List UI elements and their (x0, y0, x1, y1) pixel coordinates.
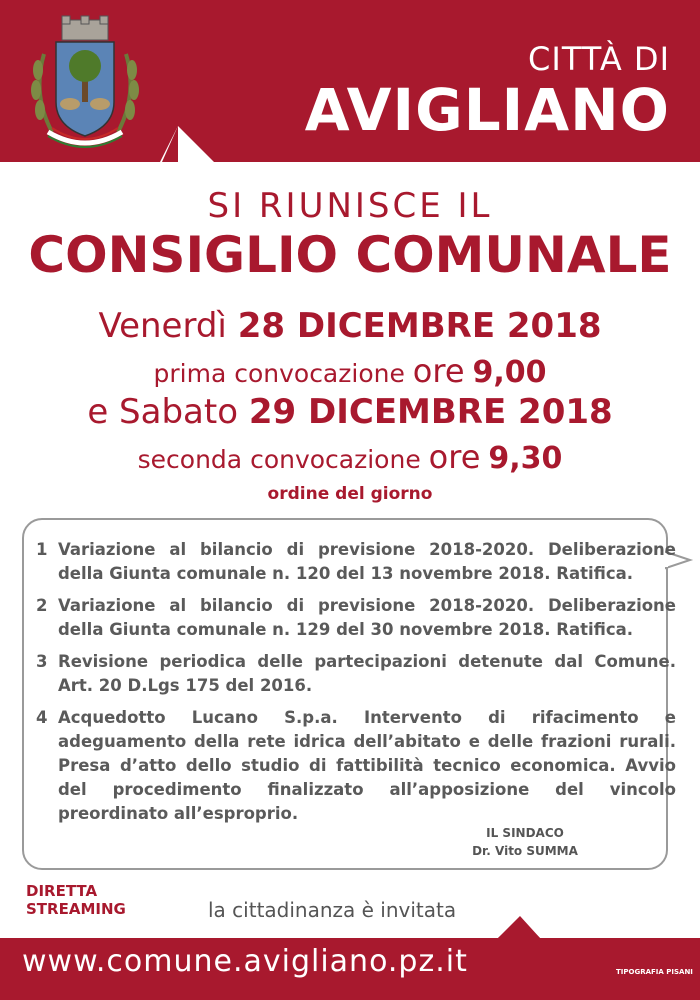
first-time: 9,00 (472, 355, 547, 390)
printer-logo: TIPOGRAFIA PISANI (616, 968, 693, 976)
second-prefix: e Sabato (87, 392, 239, 432)
city-of-label: CITTÀ DI (528, 40, 670, 78)
website-link[interactable]: www.comune.avigliano.pz.it (22, 944, 468, 979)
first-ore: ore (412, 352, 465, 390)
second-date: 29 DICEMBRE 2018 (248, 392, 613, 432)
second-ore: ore (428, 438, 481, 476)
streaming-line2: STREAMING (26, 900, 126, 918)
agenda-item-text: Acquedotto Lucano S.p.a. Intervento di rifacimento e adeguamento della rete idrica dell’abitato e delle frazioni rurali. Presa d’atto dello studio di fattibilità tecnico economica. Avvio del procedimento finalizzato all’apposizione del vincolo preordinato all’esproprio. (58, 708, 676, 823)
first-convocation: prima convocazione (153, 359, 405, 388)
agenda-item-number: 3 (36, 652, 48, 671)
signature-role: IL SINDACO (486, 826, 564, 840)
agenda-item-number: 4 (36, 708, 48, 727)
agenda-item-text: Variazione al bilancio di previsione 2018-2020. Deliberazione della Giunta comunale n. 120 del 13 novembre 2018. Ratifica. (58, 540, 676, 583)
invitation-text: la cittadinanza è invitata (208, 898, 457, 922)
agenda-item-number: 2 (36, 596, 48, 615)
first-day: Venerdì (98, 306, 227, 346)
agenda-item-text: Revisione periodica delle partecipazioni detenute dal Comune. Art. 20 D.Lgs 175 del 2016. (58, 652, 676, 695)
agenda-item-text: Variazione al bilancio di previsione 2018-2020. Deliberazione della Giunta comunale n. 129 del 30 novembre 2018. Ratifica. (58, 596, 676, 639)
notice-title: CONSIGLIO COMUNALE (28, 226, 672, 284)
streaming-line1: DIRETTA (26, 882, 98, 900)
notice-intro: SI RIUNISCE IL (207, 186, 493, 226)
second-convocation: seconda convocazione (137, 445, 421, 474)
city-name: AVIGLIANO (304, 76, 670, 144)
first-date: 28 DICEMBRE 2018 (237, 306, 602, 346)
second-time: 9,30 (488, 441, 563, 476)
signature-name: Dr. Vito SUMMA (472, 844, 578, 858)
agenda-item-number: 1 (36, 540, 48, 559)
agenda-heading: ordine del giorno (267, 484, 433, 504)
